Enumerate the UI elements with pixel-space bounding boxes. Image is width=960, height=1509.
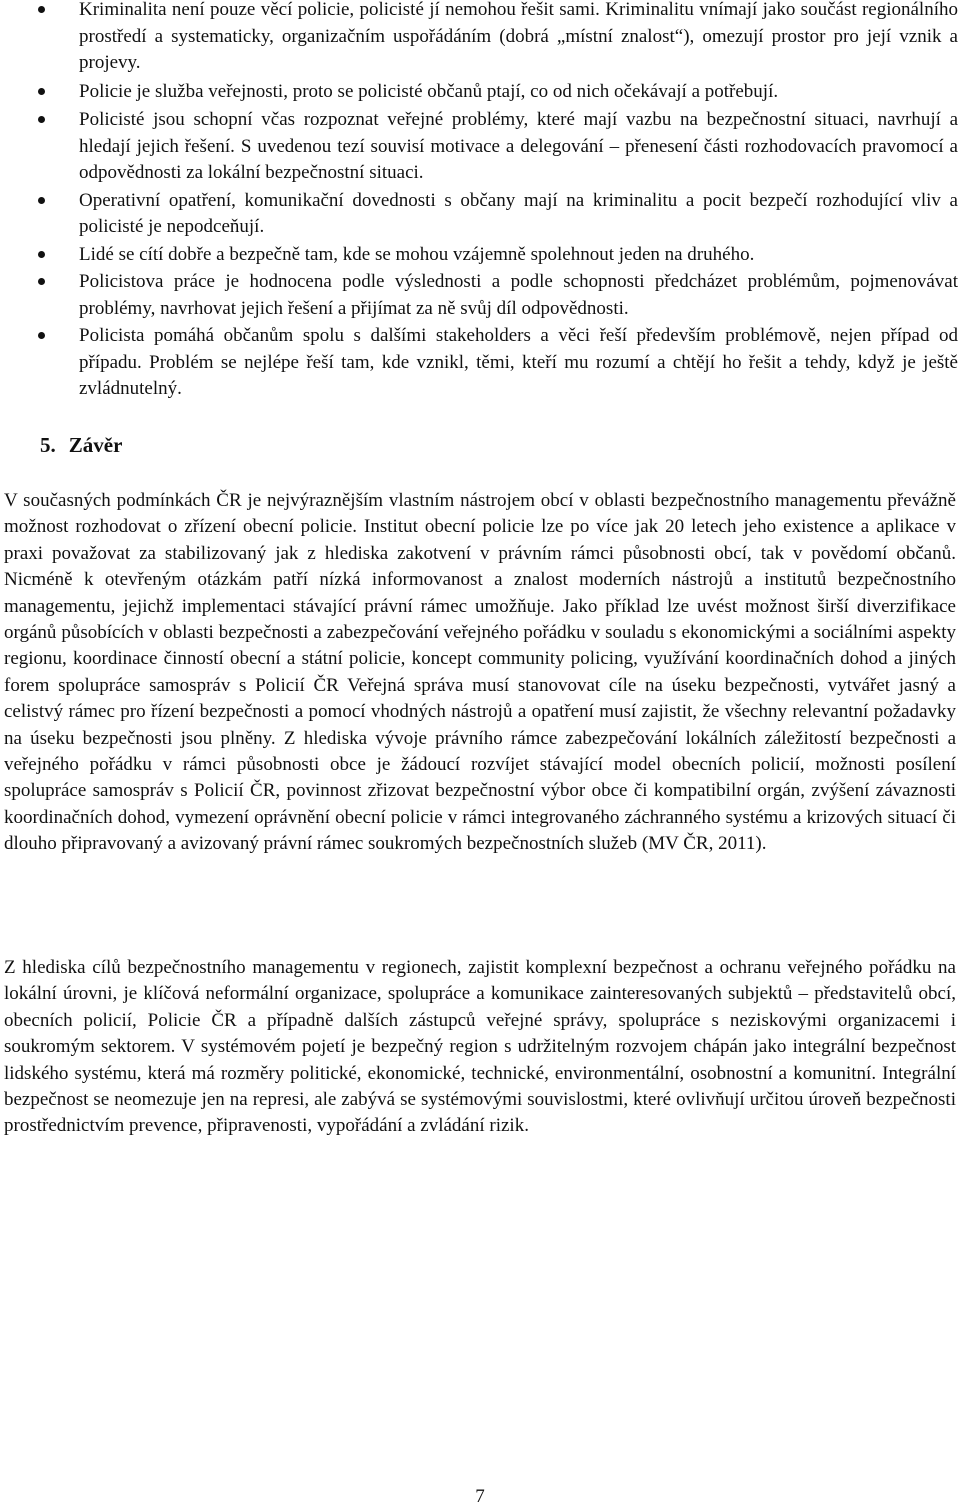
bullet-item	[0, 0, 960, 77]
bullet-item	[0, 242, 960, 269]
bullet-text: Policista pomáhá občanům spolu s dalšími stakeholders a věci řeší především problémově, nejen případ od případu. Problém se nejlépe řeší tam, kde vznikl, těmi, kteří mu rozumí a chtějí ho řešit a tehdy, když je ještě zvládnutelný.	[79, 325, 958, 399]
bullet-icon	[38, 197, 45, 204]
bullet-item	[0, 107, 960, 187]
bullet-icon	[38, 278, 45, 285]
bullet-text: Policistova práce je hodnocena podle výslednosti a podle schopnosti předcházet problémům, pojmenovávat problémy, navrhovat jejich řešení a přijímat za ně svůj díl odpovědnosti.	[79, 271, 958, 319]
bullet-list	[0, 0, 960, 403]
bullet-text: Policisté jsou schopní včas rozpoznat veřejné problémy, které mají vazbu na bezpečnostní situaci, navrhují a hledají jejich řešení. S uvedenou tezí souvisí motivace a delegování – přenesení části rozhodovacích pravomocí a odpovědnosti za lokální bezpečnostní situaci.	[79, 109, 958, 183]
bullet-icon	[38, 332, 45, 339]
bullet-icon	[38, 116, 45, 123]
page-number: 7	[475, 1486, 485, 1507]
bullet-text: Operativní opatření, komunikační dovednosti s občany mají na kriminalitu a pocit bezpečí rozhodující vliv a policisté je nepodceňují.	[79, 189, 958, 237]
bullet-text: Policie je služba veřejnosti, proto se policisté občanů ptají, co od nich očekávají a potřebují.	[79, 80, 779, 102]
bullet-text: Lidé se cítí dobře a bezpečně tam, kde se mohou vzájemně spolehnout jeden na druhého.	[79, 243, 755, 265]
section-title: Závěr	[68, 433, 123, 457]
bullet-item	[0, 269, 960, 322]
bullet-icon	[38, 251, 45, 258]
section-number: 5.	[40, 433, 56, 457]
bullet-item	[0, 323, 960, 403]
bullet-item	[0, 79, 960, 106]
conclusion-paragraph-1: V současných podmínkách ČR je nejvýraznějším vlastním nástrojem obcí v oblasti bezpečnostního managementu převážně možnost rozhodovat o zřízení obecní policie. Institut obecní policie lze po více jak 20 letech jeho existence a aplikace v praxi považovat za stabilizovaný jak z hlediska zakotvení v právním rámci působnosti obcí, tak v povědomí občanů. Nicméně k otevřeným otázkám patří nízká informovanost a znalost moderních nástrojů a institutů bezpečnostního managementu, jejichž implementaci stávající právní rámec umožňuje. Jako příklad lze uvést možnost širší diverzifikace orgánů působících v oblasti bezpečnosti a zabezpečování veřejného pořádku v souladu s ekonomickými a sociálními aspekty regionu, koordinace činností obecní a státní policie, koncept community policing, využívání koordinačních dohod a jiných forem spolupráce samospráv s Policií ČR Veřejná správa musí stanovovat cíle na úseku bezpečnosti, vytvářet jasný a celistvý rámec pro řízení bezpečnosti a pomocí vhodných nástrojů a opatření musí zajistit, že všechny relevantní požadavky na úseku bezpečnosti jsou plněny. Z hlediska vývoje právního rámce zabezpečování lokálních záležitostí bezpečnosti a veřejného pořádku v rámci působnosti obce je žádoucí rozvíjet stávající model obecních policií, možnosti posílení spolupráce samospráv s Policií ČR, povinnost zřizovat bezpečnostní výbor obce či kompatibilní orgán, zvýšení závaznosti koordinačních dohod, vymezení oprávnění obecní policie v rámci integrovaného záchranného systému a krizových situací či dlouho připravovaný a avizovaný právní rámec soukromých bezpečnostních služeb (MV ČR, 2011).	[4, 490, 956, 855]
bullet-text: Kriminalita není pouze věcí policie, policisté jí nemohou řešit sami. Kriminalitu vnímají jako součást regionálního prostředí a systematicky, organizačním uspořádáním (dobrá „místní znalost“), omezují prostor pro její vznik a projevy.	[79, 0, 958, 73]
bullet-item	[0, 188, 960, 241]
bullet-icon	[38, 6, 45, 13]
section-heading	[40, 433, 122, 458]
bullet-icon	[38, 88, 45, 95]
conclusion-paragraph-2: Z hlediska cílů bezpečnostního managementu v regionech, zajistit komplexní bezpečnost a ochranu veřejného pořádku na lokální úrovni, je klíčová neformální organizace, spolupráce a komunikace zainteresovaných subjektů – představitelů obcí, obecních policií, Policie ČR a případně dalších zástupců veřejné správy, spolupráce s neziskovými organizacemi i soukromým sektorem. V systémovém pojetí je bezpečný region s udržitelným rozvojem chápán jako integrální bezpečnost lidského systému, která má rozměry politické, ekonomické, technické, environmentální, osobnostní a komunitní. Integrální bezpečnost se neomezuje jen na represi, ale zabývá se systémovými souvislostmi, které ovlivňují určitou úroveň bezpečnosti prostřednictvím prevence, připravenosti, vypořádání a zvládání rizik.	[4, 957, 956, 1137]
